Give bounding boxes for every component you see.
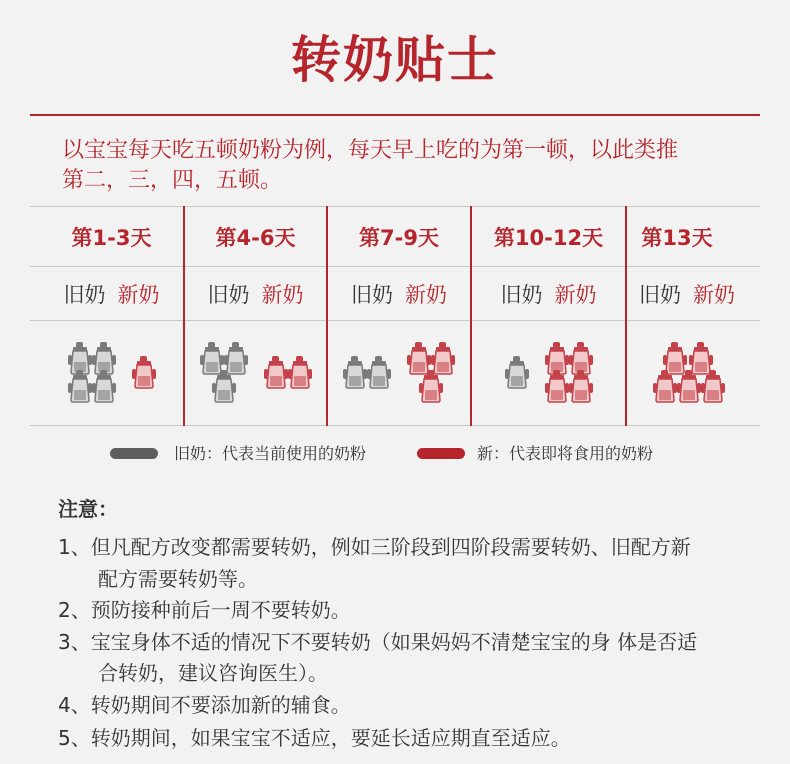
new-milk-label: 新奶: [554, 283, 597, 307]
new-bottle-icon: [567, 369, 595, 403]
note-item: 1、但凡配方改变都需要转奶，例如三阶段到四阶段需要转奶、旧配方新: [58, 535, 691, 559]
note-item: 合转奶，建议咨询医生）。: [98, 661, 328, 685]
intro-line-1: 以宝宝每天吃五顿奶粉为例，每天早上吃的为第一顿，以此类推: [62, 138, 679, 163]
top-divider: [30, 114, 760, 116]
table-top-line: [30, 206, 760, 207]
old-bottle-icon: [210, 369, 238, 403]
table-sub-line: [30, 320, 760, 321]
new-bottle-icon: [699, 369, 727, 403]
table-header-line: [30, 266, 760, 267]
new-bottle-icon: [130, 355, 158, 389]
intro-text: [62, 136, 752, 196]
legend-new-text: 新：代表即将食用的奶粉: [477, 444, 654, 463]
old-bottle-icon: [365, 355, 393, 389]
note-item: 3、宝宝身体不适的情况下不要转奶（如果妈妈不清楚宝宝的身 体是否适: [58, 630, 698, 654]
column-header: 第13天: [641, 226, 713, 250]
page-title: 转奶贴士: [291, 31, 499, 89]
old-milk-label: 旧奶: [500, 283, 543, 307]
new-milk-label: 新奶: [693, 283, 735, 307]
new-milk-label: 新奶: [117, 283, 160, 307]
old-milk-label: 旧奶: [639, 283, 681, 307]
column-header: 第1-3天: [71, 226, 152, 250]
column-header: 第7-9天: [359, 226, 439, 250]
legend-old: [110, 440, 410, 468]
intro-line-2: 第二，三，四，五顿。: [62, 168, 283, 193]
note-item: 4、转奶期间不要添加新的辅食。: [58, 693, 351, 717]
legend-new: [417, 440, 717, 468]
column-subheader: [40, 276, 183, 314]
note-item: 2、预防接种前后一周不要转奶。: [58, 598, 351, 622]
old-bottle-icon: [90, 369, 118, 403]
new-milk-label: 新奶: [405, 283, 447, 307]
column-header: 第4-6天: [215, 226, 296, 250]
new-milk-label: 新奶: [261, 283, 304, 307]
column-subheader: [627, 276, 747, 314]
table-bottom-line: [30, 425, 760, 426]
column-subheader: [328, 276, 470, 314]
old-milk-swatch: [110, 448, 158, 459]
note-item: 5、转奶期间，如果宝宝不适应，要延长适应期直至适应。: [58, 726, 571, 750]
old-milk-label: 旧奶: [351, 283, 393, 307]
new-bottle-icon: [417, 369, 445, 403]
column-subheader: [185, 276, 326, 314]
new-bottle-icon: [286, 355, 314, 389]
old-milk-label: 旧奶: [207, 283, 250, 307]
legend-old-text: 旧奶：代表当前使用的奶粉: [174, 444, 367, 463]
new-milk-swatch: [417, 448, 465, 459]
old-bottle-icon: [503, 355, 531, 389]
note-item: 配方需要转奶等。: [98, 567, 258, 591]
column-header: 第10-12天: [493, 226, 604, 250]
column-subheader: [472, 276, 625, 314]
old-milk-label: 旧奶: [63, 283, 106, 307]
notes-title: 注意：: [58, 497, 118, 521]
